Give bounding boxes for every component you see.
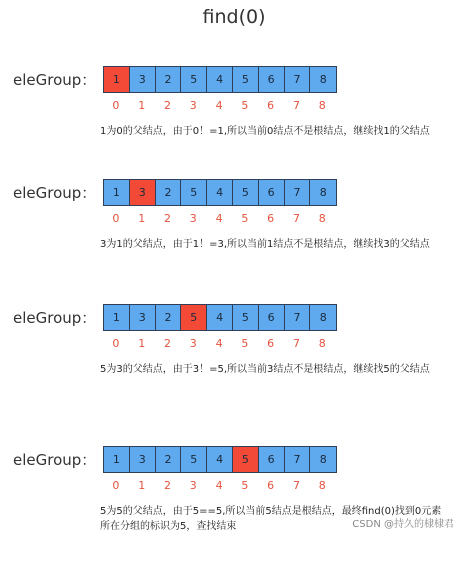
array-index: 7 — [292, 212, 300, 225]
array-cell: 1 — [104, 447, 130, 472]
array-cell: 3 — [130, 305, 156, 330]
array-cells — [103, 304, 337, 331]
array-cell: 3 — [130, 67, 156, 92]
array-indices — [103, 212, 335, 225]
watermark: CSDN @持久的棣棣君 — [352, 519, 454, 530]
description-line: 3为1的父结点，由于1！=3,所以当前1结点不是根结点，继续找3的父结点 — [100, 239, 430, 250]
array-cell: 2 — [156, 180, 182, 205]
step-description — [100, 124, 430, 139]
array-cells — [103, 66, 337, 93]
description-line: 1为0的父结点，由于0！=1,所以当前0结点不是根结点，继续找1的父结点 — [100, 126, 430, 137]
array-indices — [103, 337, 335, 350]
array-cell: 3 — [130, 447, 156, 472]
array-index: 2 — [163, 479, 171, 492]
array-index: 8 — [318, 99, 326, 112]
array-cell: 6 — [259, 67, 285, 92]
array-cell: 5 — [181, 67, 207, 92]
array-cell: 4 — [207, 305, 233, 330]
array-index: 2 — [163, 337, 171, 350]
array-cell: 8 — [310, 447, 336, 472]
array-label: eleGroup： — [13, 451, 97, 469]
array-cell: 1 — [104, 305, 130, 330]
array-cell: 8 — [310, 67, 336, 92]
array-label: eleGroup： — [13, 184, 97, 202]
array-index: 6 — [267, 212, 275, 225]
array-index: 3 — [189, 337, 197, 350]
array-index: 0 — [112, 99, 120, 112]
array-cell: 7 — [285, 180, 311, 205]
array-index: 8 — [318, 479, 326, 492]
array-index: 2 — [163, 99, 171, 112]
array-index: 0 — [112, 212, 120, 225]
array-index: 3 — [189, 479, 197, 492]
array-label: eleGroup： — [13, 309, 97, 327]
array-cell-highlighted: 5 — [181, 305, 207, 330]
array-cell: 2 — [156, 305, 182, 330]
array-index: 1 — [138, 337, 146, 350]
array-cells — [103, 446, 337, 473]
step-description — [100, 237, 430, 252]
array-index: 1 — [138, 212, 146, 225]
array-index: 7 — [292, 337, 300, 350]
array-cell: 4 — [207, 447, 233, 472]
array-index: 4 — [215, 99, 223, 112]
array-index: 4 — [215, 212, 223, 225]
array-index: 8 — [318, 337, 326, 350]
description-line: 5为3的父结点，由于3！=5,所以当前3结点不是根结点，继续找5的父结点 — [100, 364, 430, 375]
array-cell: 1 — [104, 180, 130, 205]
array-index: 5 — [241, 212, 249, 225]
array-cell: 8 — [310, 305, 336, 330]
array-index: 6 — [267, 337, 275, 350]
array-index: 3 — [189, 99, 197, 112]
description-line: 5为5的父结点，由于5==5,所以当前5结点是根结点，最终find(0)找到0元素 — [100, 506, 442, 517]
array-index: 6 — [267, 99, 275, 112]
array-cell: 5 — [233, 305, 259, 330]
step-description — [100, 362, 430, 377]
array-index: 1 — [138, 99, 146, 112]
array-label: eleGroup： — [13, 71, 97, 89]
array-index: 4 — [215, 337, 223, 350]
array-cell-highlighted: 1 — [104, 67, 130, 92]
array-cell: 5 — [233, 67, 259, 92]
array-index: 4 — [215, 479, 223, 492]
array-cell: 6 — [259, 180, 285, 205]
array-index: 7 — [292, 99, 300, 112]
array-index: 1 — [138, 479, 146, 492]
step-1 — [0, 176, 468, 296]
array-index: 5 — [241, 479, 249, 492]
description-line: 所在分组的标识为5，查找结束 — [100, 521, 237, 532]
array-index: 5 — [241, 337, 249, 350]
array-index: 7 — [292, 479, 300, 492]
diagram-title: find(0) — [202, 6, 266, 28]
array-cell: 5 — [233, 180, 259, 205]
array-index: 5 — [241, 99, 249, 112]
array-index: 2 — [163, 212, 171, 225]
step-0 — [0, 63, 468, 183]
array-cell: 7 — [285, 67, 311, 92]
step-3 — [0, 443, 468, 563]
array-cell-highlighted: 3 — [130, 180, 156, 205]
array-cell: 7 — [285, 305, 311, 330]
array-index: 8 — [318, 212, 326, 225]
array-index: 3 — [189, 212, 197, 225]
array-cell: 8 — [310, 180, 336, 205]
array-cell: 7 — [285, 447, 311, 472]
array-index: 0 — [112, 337, 120, 350]
array-indices — [103, 479, 335, 492]
array-cell: 5 — [181, 447, 207, 472]
step-2 — [0, 301, 468, 421]
array-cell: 5 — [181, 180, 207, 205]
array-index: 6 — [267, 479, 275, 492]
array-cell: 4 — [207, 67, 233, 92]
array-cells — [103, 179, 337, 206]
array-cell-highlighted: 5 — [233, 447, 259, 472]
array-cell: 2 — [156, 447, 182, 472]
array-cell: 2 — [156, 67, 182, 92]
array-cell: 6 — [259, 305, 285, 330]
array-indices — [103, 99, 335, 112]
array-cell: 6 — [259, 447, 285, 472]
array-index: 0 — [112, 479, 120, 492]
array-cell: 4 — [207, 180, 233, 205]
